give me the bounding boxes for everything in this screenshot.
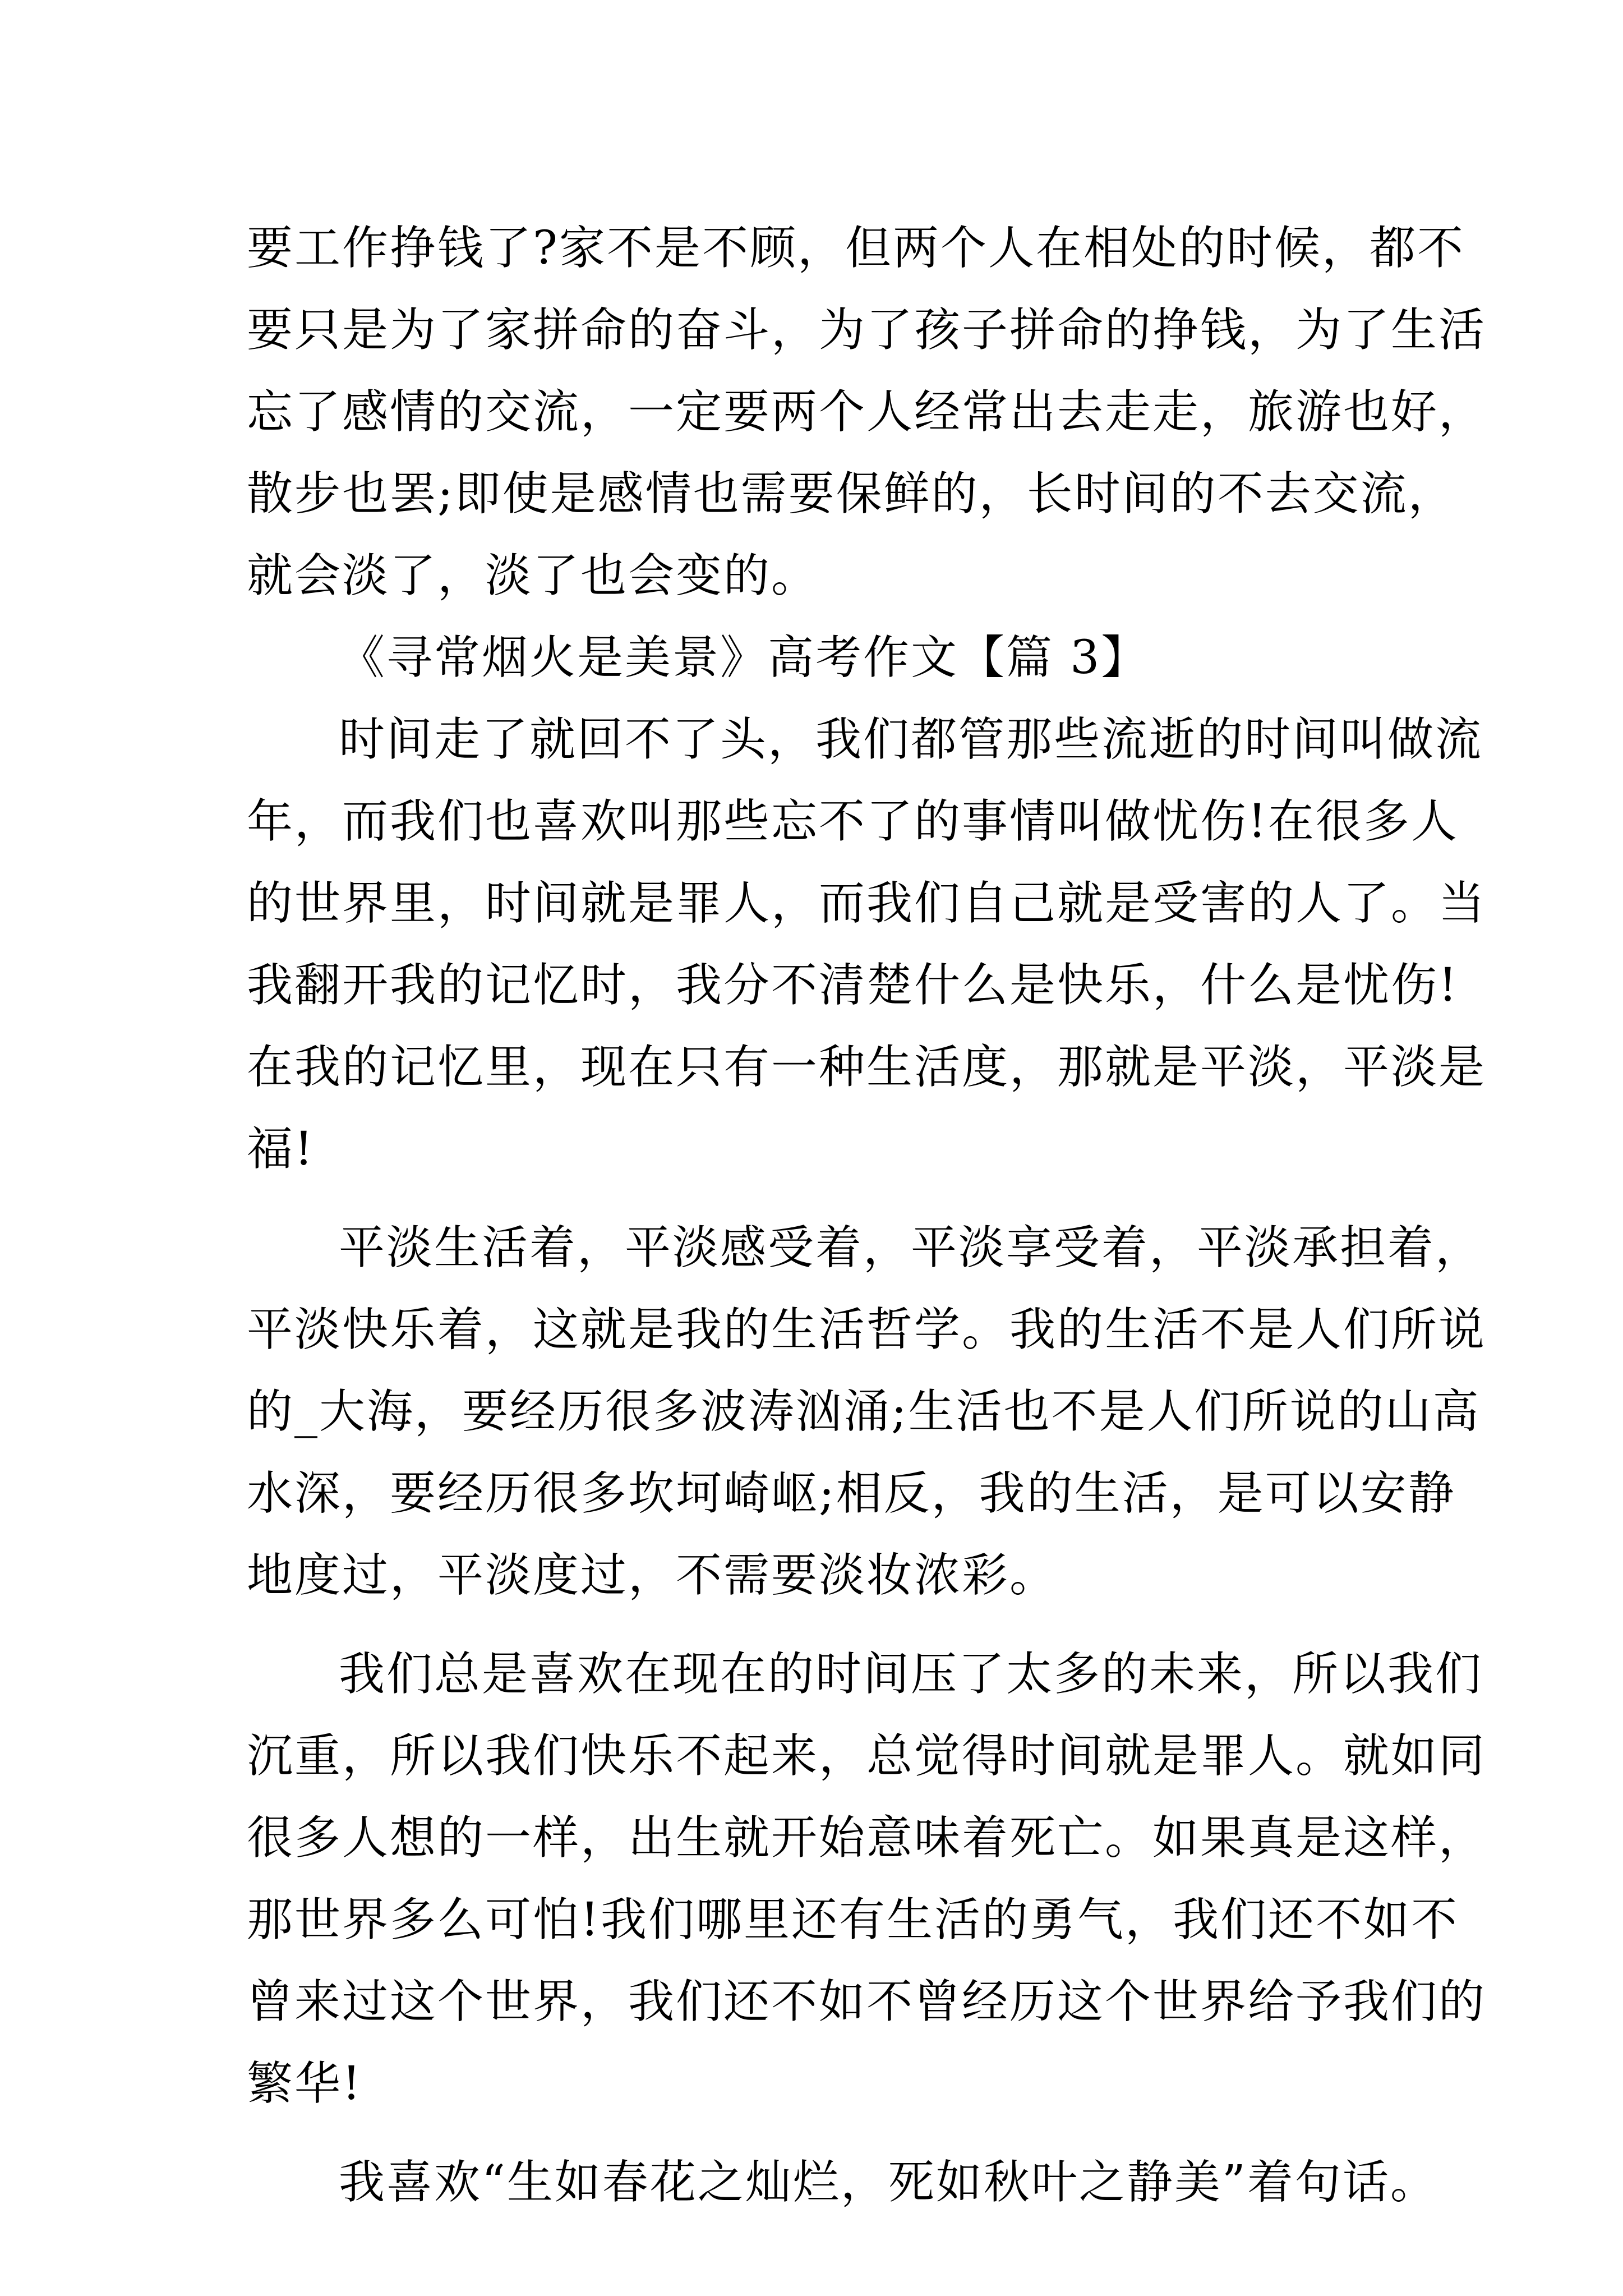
text-line: 平淡生活着，平淡感受着，平淡享受着，平淡承担着， [339,1221,1483,1274]
paragraph [247,2142,1438,2224]
heading-text: 《寻常烟火是美景》高考作文【篇 3】 [339,631,1149,684]
paragraph [247,1634,1487,2125]
paragraph-spacer [247,2125,1413,2142]
text-line: 水深，要经历很多坎坷崎岖;相反，我的生活，是可以安静 [247,1467,1456,1520]
text-line: 忘了感情的交流，一定要两个人经常出去走走，旅游也好， [247,385,1487,439]
text-line: 的世界里，时间就是罪人，而我们自己就是受害的人了。当 [247,877,1487,930]
text-line: 沉重，所以我们快乐不起来，总觉得时间就是罪人。就如同 [247,1729,1487,1783]
section-heading [247,617,1413,699]
text-line: 我们总是喜欢在现在的时间压了太多的未来，所以我们 [339,1648,1483,1701]
text-line: 要工作挣钱了?家不是不顾，但两个人在相处的时候，都不 [247,222,1465,275]
text-line: 年，而我们也喜欢叫那些忘不了的事情叫做忧伤!在很多人 [247,795,1459,848]
paragraph-spacer [247,1617,1413,1634]
text-line: 地度过，平淡度过，不需要淡妆浓彩。 [247,1549,1058,1602]
text-line: 福! [247,1122,315,1176]
text-line: 时间走了就回不了头，我们都管那些流逝的时间叫做流 [339,713,1483,766]
text-line: 的_大海，要经历很多波涛汹涌;生活也不是人们所说的山高 [247,1385,1481,1438]
text-line: 就会淡了，淡了也会变的。 [247,549,819,602]
text-line: 繁华! [247,2057,362,2110]
paragraph-continued [247,208,1487,617]
text-line: 我喜欢“生如春花之灿烂，死如秋叶之静美”着句话。 [339,2156,1438,2209]
paragraph [247,1207,1487,1617]
text-line: 很多人想的一样，出生就开始意味着死亡。如果真是这样， [247,1811,1487,1865]
text-line: 要只是为了家拼命的奋斗，为了孩子拼命的挣钱，为了生活 [247,303,1487,357]
text-line: 平淡快乐着，这就是我的生活哲学。我的生活不是人们所说 [247,1303,1487,1356]
text-line: 曾来过这个世界，我们还不如不曾经历这个世界给予我们的 [247,1975,1487,2028]
text-line: 那世界多么可怕!我们哪里还有生活的勇气，我们还不如不 [247,1893,1459,1947]
text-line: 散步也罢;即使是感情也需要保鲜的，长时间的不去交流， [247,467,1456,521]
text-line: 在我的记忆里，现在只有一种生活度，那就是平淡，平淡是 [247,1041,1487,1094]
text-line: 我翻开我的记忆时，我分不清楚什么是快乐，什么是忧伤! [247,959,1459,1012]
document-body [247,208,1487,2224]
paragraph [247,699,1487,1190]
paragraph-spacer [247,1190,1413,1207]
